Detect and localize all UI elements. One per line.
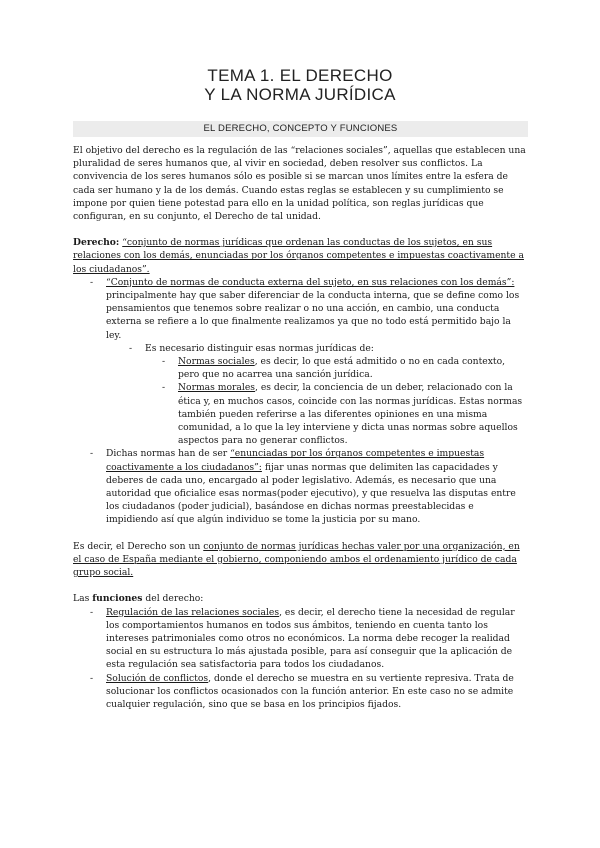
list-item — [73, 606, 528, 672]
bullet-dash: - — [162, 382, 166, 394]
functions-prefix: Las — [73, 593, 93, 605]
list-item — [73, 355, 528, 381]
bullet-dash: - — [90, 448, 94, 460]
title-line-2: Y LA NORMA JURÍDICA — [204, 85, 396, 104]
list-item — [73, 381, 528, 447]
functions-bold: funciones — [92, 593, 143, 605]
summary-prefix: Es decir, el Derecho son un — [73, 540, 204, 552]
bullet-dash: - — [129, 342, 133, 354]
definition-text: “conjunto de normas jurídicas que ordenan las conductas de los sujetos, en sus relaciones con los demás, enunciadas por los órganos competentes e impuestas coactivamente a los ciudadanos”. — [73, 237, 524, 275]
title-line-1: TEMA 1. EL DERECHO — [207, 66, 393, 85]
list-item — [73, 342, 528, 355]
bullet-term: Normas sociales — [178, 356, 255, 368]
definition-paragraph — [73, 236, 528, 276]
bullet-text: , es decir, el derecho tiene la necesidad de regular los comportamientos humanos en todos sus ámbitos, teniendo en cuenta tanto los intereses patrimoniales como otros no económicos. La norma debe recoger la realidad social en su estructura lo más ajustada posible, para así conseguir que la aplicación de esta regulación sea satisfactoria para todos los ciudadanos. — [106, 606, 515, 671]
intro-paragraph: El objetivo del derecho es la regulación de las “relaciones sociales”, aquellas que establecen una pluralidad de seres humanos que, al vivir en sociedad, deben resolver sus conflictos. La convivencia de los seres humanos sólo es posible si se marcan unos límites entre la esfera de cada ser humano y la de los demás. Cuando estas reglas se establecen y su cumplimiento se impone por quien tiene potestad para ello en la unidad política, son reglas jurídicas que configuran, en su conjunto, el Derecho de tal unidad. — [73, 145, 526, 223]
list-item — [73, 672, 528, 712]
functions-heading — [73, 592, 528, 605]
list-item — [73, 276, 528, 342]
bullet-quote: “enunciadas por los órganos competentes e impuestas coactivamente a los ciudadanos”: — [106, 448, 485, 473]
bullet-text: , donde el derecho se muestra en su vertiente represiva. Trata de solucionar los conflictos ocasionados con la función anterior. En este caso no se admite cualquier regulación, sino que se basa en los principios fijados. — [106, 672, 514, 710]
bullet-text: , es decir, lo que está admitido o no en cada contexto, pero que no acarrea una sanción jurídica. — [178, 356, 506, 381]
bullet-text: , es decir, la conciencia de un deber, relacionado con la ética y, en muchos casos, coincide con las normas jurídicas. Estas normas también pueden referirse a las diferentes opiniones en una misma comunidad, a lo que la ley interviene y dicta unas normas sobre aquellos aspectos para no generar conflictos. — [178, 382, 523, 447]
bullet-term: Normas morales — [178, 382, 255, 394]
bullet-term: Regulación de las relaciones sociales — [106, 606, 280, 618]
bullet-dash: - — [90, 276, 94, 288]
bullet-text: principalmente hay que saber diferenciar de la conducta interna, que se define como los pensamientos que tenemos sobre realizar o no una acción, en cambio, una conducta externa se refiere a lo que finalmente realizamos ya que no todo está permitido bajo la ley. — [106, 290, 520, 341]
summary-underlined: conjunto de normas jurídicas hechas valer por una organización, en el caso de España mediante el gobierno, componiendo ambos el ordenamiento jurídico de cada grupo social. — [73, 540, 520, 579]
section-heading: EL DERECHO, CONCEPTO Y FUNCIONES — [73, 121, 528, 137]
document-body — [73, 144, 528, 711]
bullet-quote: “Conjunto de normas de conducta externa del sujeto, en sus relaciones con los demás”: — [106, 276, 515, 288]
bullet-dash: - — [90, 672, 94, 684]
bullet-dash: - — [162, 356, 166, 368]
bullet-term: Solución de conflictos — [106, 672, 209, 684]
bullet-prefix: Dichas normas han de ser — [106, 448, 231, 460]
bullet-dash: - — [90, 606, 94, 618]
functions-suffix: del derecho: — [142, 593, 204, 605]
definition-term: Derecho: — [73, 237, 120, 249]
document-title — [150, 66, 450, 104]
bullet-text: Es necesario distinguir esas normas jurídicas de: — [145, 342, 374, 354]
summary-paragraph — [73, 540, 528, 580]
list-item — [73, 447, 528, 526]
bullet-text: fijar unas normas que delimiten las capacidades y deberes de cada uno, encargado al poder legislativo. Además, es necesario que una autoridad que oficialice esas normas(poder ejecutivo), y que resuelva las disputas entre los ciudadanos (poder judicial), basándose en dichas normas preestablecidas e impidiendo así que algún individuo se tome la justicia por su mano. — [106, 461, 516, 526]
